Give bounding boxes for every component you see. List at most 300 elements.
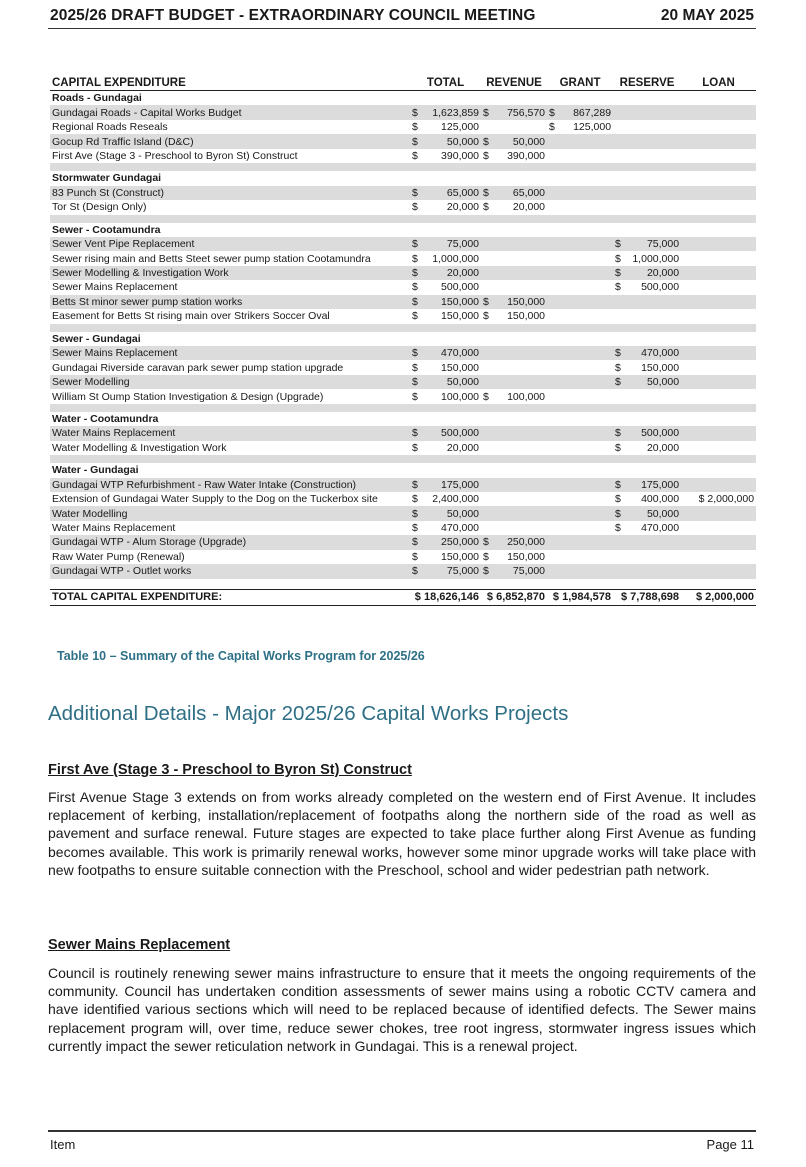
table-row (50, 120, 756, 134)
table-caption: Table 10 – Summary of the Capital Works Program for 2025/26 (57, 649, 425, 663)
cell-loan (681, 550, 756, 564)
cell-total: 20,000 (446, 201, 480, 214)
currency-symbol (547, 441, 561, 455)
currency-symbol: $ (615, 441, 621, 454)
col-header-revenue: REVENUE (481, 73, 547, 91)
cell-reserve (627, 134, 681, 148)
table-row (50, 564, 756, 578)
row-description: Water Modelling & Investigation Work (52, 441, 227, 454)
row-description: Sewer rising main and Betts Steet sewer pump station Cootamundra (52, 252, 371, 265)
currency-symbol: $ (481, 535, 495, 549)
currency-symbol (547, 506, 561, 520)
currency-symbol (481, 266, 495, 280)
currency-symbol (613, 295, 627, 309)
currency-symbol: $ (410, 478, 424, 492)
currency-symbol (547, 251, 561, 265)
project-heading-sewer-mains: Sewer Mains Replacement (48, 937, 231, 953)
table-row (50, 521, 756, 535)
row-description: Raw Water Pump (Renewal) (52, 550, 185, 563)
table-row (50, 200, 756, 214)
section-title: Water - Gundagai (52, 464, 139, 477)
project-heading-first-ave: First Ave (Stage 3 - Preschool to Byron St) Construct (48, 762, 412, 778)
currency-symbol: $ (613, 375, 627, 389)
cell-total: 470,000 (441, 522, 480, 535)
cell-reserve: 150,000 (641, 361, 680, 374)
currency-symbol: $ (613, 426, 627, 440)
currency-symbol (613, 535, 627, 549)
cell-grant (561, 295, 613, 309)
cell-revenue (495, 360, 547, 374)
currency-symbol: $ (613, 266, 627, 280)
footer-item-label: Item (50, 1137, 76, 1152)
project-body-first-ave: First Avenue Stage 3 extends on from works already completed on the western end of First Avenue. It includes replacement of kerbing, installation/replacement of footpaths along the northern side of the road as well as pavement and surface renewal. Future stages are expected to take place further along First Avenue as funding becomes available. This work is primarily renewal works, however some minor upgrade works will take place with new footpaths to ensure suitable connection with the Preschool, school and wider pedestrian path network. (48, 789, 756, 878)
currency-symbol: $ (412, 361, 418, 374)
currency-symbol (613, 149, 627, 163)
currency-symbol: $ (615, 252, 621, 265)
cell-grant (561, 375, 613, 389)
cell-reserve: 75,000 (627, 237, 681, 251)
currency-symbol: $ (481, 105, 495, 119)
cell-total: 125,000 (441, 121, 480, 134)
currency-symbol: $ (412, 522, 418, 535)
cell-revenue (495, 251, 547, 265)
currency-symbol: $ (615, 493, 621, 506)
currency-symbol: $ (615, 522, 621, 535)
spacer-row (50, 404, 756, 412)
currency-symbol (547, 492, 561, 506)
cell-reserve (627, 200, 681, 214)
cell-total: 150,000 (424, 295, 481, 309)
currency-symbol (481, 426, 495, 440)
section-title-row (50, 171, 756, 185)
cell-loan (681, 309, 756, 323)
currency-symbol: $ (412, 390, 418, 403)
row-description: Sewer Mains Replacement (52, 281, 178, 294)
page-footer (48, 1130, 756, 1152)
currency-symbol (613, 309, 627, 323)
currency-symbol: $ (412, 441, 418, 454)
row-description: Gundagai WTP Refurbishment - Raw Water Intake (Construction) (50, 478, 410, 492)
cell-loan (681, 120, 756, 134)
spacer-row (50, 455, 756, 463)
section-title: Sewer - Gundagai (52, 332, 141, 345)
total-grant: $ 1,984,578 (547, 589, 613, 605)
section-title: Roads - Gundagai (52, 92, 142, 105)
cell-reserve: 50,000 (627, 375, 681, 389)
table-row (50, 251, 756, 265)
cell-total: 65,000 (424, 186, 481, 200)
cell-grant (561, 506, 613, 520)
cell-reserve: 175,000 (627, 478, 681, 492)
table-row (50, 360, 756, 374)
section-title-row (50, 332, 756, 346)
cell-revenue (495, 426, 547, 440)
currency-symbol (547, 309, 561, 323)
spacer-row (50, 215, 756, 223)
currency-symbol (547, 149, 561, 163)
currency-symbol: $ (412, 493, 418, 506)
cell-total: 500,000 (424, 426, 481, 440)
currency-symbol (481, 375, 495, 389)
row-description: Water Modelling (50, 506, 410, 520)
cell-loan (681, 266, 756, 280)
cell-revenue: 390,000 (507, 149, 546, 162)
cell-total: 1,623,859 (424, 105, 481, 119)
table-row (50, 506, 756, 520)
total-label: TOTAL CAPITAL EXPENDITURE: (50, 589, 410, 605)
cell-loan (681, 105, 756, 119)
currency-symbol: $ (412, 550, 418, 563)
cell-revenue: 100,000 (507, 390, 546, 403)
cell-total: 50,000 (424, 375, 481, 389)
spacer-cell (50, 404, 756, 412)
cell-reserve: 1,000,000 (632, 252, 680, 265)
cell-loan (681, 280, 756, 294)
cell-reserve (627, 309, 681, 323)
cell-reserve: 500,000 (627, 426, 681, 440)
cell-reserve (627, 295, 681, 309)
cell-loan (681, 535, 756, 549)
cell-reserve: 500,000 (641, 281, 680, 294)
row-description: Sewer Mains Replacement (50, 346, 410, 360)
cell-loan (681, 506, 756, 520)
currency-symbol (481, 237, 495, 251)
cell-revenue (495, 441, 547, 455)
currency-symbol (481, 346, 495, 360)
cell-grant (561, 426, 613, 440)
cell-total: 75,000 (424, 564, 481, 578)
cell-grant (561, 492, 613, 506)
cell-grant (561, 346, 613, 360)
table-row (50, 105, 756, 119)
currency-symbol (547, 266, 561, 280)
row-description: Tor St (Design Only) (52, 201, 147, 214)
currency-symbol (481, 120, 495, 134)
cell-total: 250,000 (424, 535, 481, 549)
cell-reserve: 400,000 (641, 493, 680, 506)
currency-symbol: $ (483, 390, 489, 403)
currency-symbol (547, 478, 561, 492)
currency-symbol: $ (412, 121, 418, 134)
cell-grant (561, 360, 613, 374)
cell-total: 175,000 (424, 478, 481, 492)
capital-works-table (50, 73, 756, 606)
cell-grant (561, 535, 613, 549)
cell-total: 1,000,000 (432, 252, 480, 265)
cell-grant (561, 550, 613, 564)
currency-symbol (613, 200, 627, 214)
currency-symbol (481, 492, 495, 506)
header-date: 20 MAY 2025 (660, 7, 754, 24)
col-header-loan: LOAN (681, 73, 756, 91)
table-body (50, 91, 756, 606)
total-gap-row (50, 579, 756, 590)
cell-total: 75,000 (424, 237, 481, 251)
cell-reserve (627, 105, 681, 119)
cell-grant (561, 441, 613, 455)
col-header-description: CAPITAL EXPENDITURE (50, 73, 410, 91)
currency-symbol: $ (412, 281, 418, 294)
row-description: Sewer Modelling (50, 375, 410, 389)
table-header-row (50, 73, 756, 91)
table-row (50, 441, 756, 455)
cell-grant (561, 134, 613, 148)
cell-loan (681, 251, 756, 265)
currency-symbol (613, 105, 627, 119)
currency-symbol: $ (410, 426, 424, 440)
cell-revenue (495, 375, 547, 389)
currency-symbol: $ (483, 550, 489, 563)
currency-symbol: $ (483, 310, 489, 323)
cell-total: 20,000 (424, 266, 481, 280)
currency-symbol (481, 478, 495, 492)
table-row (50, 550, 756, 564)
currency-symbol (481, 280, 495, 294)
currency-symbol (613, 389, 627, 403)
currency-symbol: $ (412, 310, 418, 323)
cell-grant: 867,289 (561, 105, 613, 119)
row-description: Water Mains Replacement (50, 426, 410, 440)
cell-reserve (627, 149, 681, 163)
table-row (50, 478, 756, 492)
cell-total: 50,000 (424, 506, 481, 520)
currency-symbol (547, 346, 561, 360)
cell-grant (561, 521, 613, 535)
cell-loan (681, 186, 756, 200)
currency-symbol (547, 375, 561, 389)
currency-symbol (481, 506, 495, 520)
cell-reserve (627, 389, 681, 403)
cell-revenue (495, 492, 547, 506)
cell-loan (681, 346, 756, 360)
total-total: $ 18,626,146 (410, 589, 481, 605)
total-reserve: $ 7,788,698 (613, 589, 681, 605)
cell-loan (681, 237, 756, 251)
cell-revenue: 756,570 (495, 105, 547, 119)
table-row (50, 535, 756, 549)
currency-symbol (547, 280, 561, 294)
currency-symbol (547, 426, 561, 440)
cell-loan (681, 295, 756, 309)
cell-grant (561, 564, 613, 578)
currency-symbol: $ (613, 346, 627, 360)
cell-grant (561, 237, 613, 251)
cell-reserve (627, 550, 681, 564)
cell-total: 470,000 (424, 346, 481, 360)
table-row (50, 266, 756, 280)
page-header (48, 6, 756, 29)
row-description: Water Mains Replacement (52, 522, 176, 535)
currency-symbol (547, 237, 561, 251)
currency-symbol: $ (410, 295, 424, 309)
cell-reserve (627, 186, 681, 200)
cell-reserve (627, 535, 681, 549)
spacer-cell (50, 324, 756, 332)
spacer-cell (50, 455, 756, 463)
cell-revenue: 150,000 (507, 310, 546, 323)
total-revenue: $ 6,852,870 (481, 589, 547, 605)
currency-symbol: $ (613, 237, 627, 251)
row-description: Gocup Rd Traffic Island (D&C) (50, 134, 410, 148)
row-description: Sewer Modelling & Investigation Work (50, 266, 410, 280)
cell-loan: $ 2,000,000 (698, 493, 755, 506)
currency-symbol: $ (613, 478, 627, 492)
cell-grant (561, 251, 613, 265)
table-row (50, 426, 756, 440)
row-description: Sewer Vent Pipe Replacement (50, 237, 410, 251)
currency-symbol (547, 564, 561, 578)
currency-symbol (547, 550, 561, 564)
cell-revenue: 50,000 (495, 134, 547, 148)
currency-symbol: $ (481, 295, 495, 309)
table-row (50, 492, 756, 506)
cell-grant (561, 389, 613, 403)
cell-revenue (495, 120, 547, 134)
cell-revenue: 20,000 (512, 201, 546, 214)
currency-symbol: $ (481, 186, 495, 200)
currency-symbol (547, 134, 561, 148)
section-title-row (50, 412, 756, 426)
table-row (50, 280, 756, 294)
spacer-cell (50, 163, 756, 171)
currency-symbol (547, 200, 561, 214)
cell-reserve: 20,000 (627, 266, 681, 280)
cell-revenue (495, 280, 547, 294)
cell-loan (681, 426, 756, 440)
total-loan: $ 2,000,000 (681, 589, 756, 605)
currency-symbol (613, 564, 627, 578)
cell-revenue: 75,000 (495, 564, 547, 578)
currency-symbol (613, 120, 627, 134)
currency-symbol: $ (481, 134, 495, 148)
cell-revenue: 150,000 (495, 295, 547, 309)
cell-loan (681, 564, 756, 578)
project-body-sewer-mains: Council is routinely renewing sewer mains infrastructure to ensure that it meets the ongoing requirements of the community. Council has undertaken condition assessments of sewer mains using a robotic CCTV camera and have identified various sections which will need to be replaced because of identified defects. The Sewer mains replacement program will, over time, reduce sewer chokes, tree root ingress, stormwater ingress issues which currently impact the sewer reticulation network in Gundagai. This is a renewal project. (48, 965, 756, 1054)
cell-revenue: 65,000 (495, 186, 547, 200)
cell-grant (561, 280, 613, 294)
section-title: Stormwater Gundagai (52, 172, 162, 185)
currency-symbol: $ (410, 105, 424, 119)
row-description: First Ave (Stage 3 - Preschool to Byron St) Construct (52, 149, 298, 162)
row-description: Extension of Gundagai Water Supply to the Dog on the Tuckerbox site (52, 493, 378, 506)
currency-symbol (547, 360, 561, 374)
cell-total: 100,000 (441, 390, 480, 403)
currency-symbol (613, 134, 627, 148)
cell-grant (561, 186, 613, 200)
section-title: Water - Cootamundra (52, 412, 159, 425)
cell-total: 2,400,000 (432, 493, 480, 506)
currency-symbol: $ (410, 535, 424, 549)
currency-symbol (481, 441, 495, 455)
section-title-row (50, 223, 756, 237)
currency-symbol: $ (547, 105, 561, 119)
spacer-row (50, 163, 756, 171)
currency-symbol (613, 186, 627, 200)
currency-symbol: $ (615, 281, 621, 294)
col-header-grant: GRANT (547, 73, 613, 91)
row-description: 83 Punch St (Construct) (50, 186, 410, 200)
currency-symbol: $ (410, 237, 424, 251)
table-row (50, 237, 756, 251)
cell-grant (561, 149, 613, 163)
table-row (50, 309, 756, 323)
table-row (50, 346, 756, 360)
cell-total: 20,000 (446, 441, 480, 454)
currency-symbol: $ (410, 134, 424, 148)
cell-revenue (495, 266, 547, 280)
section-title: Sewer - Cootamundra (52, 223, 161, 236)
cell-loan (681, 389, 756, 403)
row-description: Easement for Betts St rising main over Strikers Soccer Oval (52, 310, 330, 323)
currency-symbol: $ (410, 564, 424, 578)
spacer-cell (50, 215, 756, 223)
currency-symbol: $ (615, 361, 621, 374)
cell-grant (561, 309, 613, 323)
section-title-row (50, 91, 756, 106)
currency-symbol (547, 535, 561, 549)
table-row (50, 389, 756, 403)
cell-reserve: 20,000 (646, 441, 680, 454)
section-title-row (50, 463, 756, 477)
cell-total: 390,000 (441, 149, 480, 162)
total-row (50, 589, 756, 605)
row-description: Gundagai WTP - Outlet works (50, 564, 410, 578)
currency-symbol: $ (483, 149, 489, 162)
table-row (50, 295, 756, 309)
row-description: William St Oump Station Investigation & Design (Upgrade) (52, 390, 324, 403)
cell-loan (681, 360, 756, 374)
currency-symbol: $ (410, 375, 424, 389)
cell-total: 50,000 (424, 134, 481, 148)
currency-symbol: $ (410, 506, 424, 520)
currency-symbol: $ (412, 149, 418, 162)
cell-loan (681, 375, 756, 389)
spacer-cell (50, 579, 756, 590)
currency-symbol: $ (481, 564, 495, 578)
currency-symbol (547, 295, 561, 309)
currency-symbol: $ (412, 252, 418, 265)
row-description: Gundagai Riverside caravan park sewer pump station upgrade (52, 361, 344, 374)
cell-loan (681, 149, 756, 163)
row-description: Gundagai Roads - Capital Works Budget (50, 105, 410, 119)
cell-revenue (495, 237, 547, 251)
cell-reserve: 470,000 (627, 346, 681, 360)
currency-symbol: $ (483, 201, 489, 214)
cell-total: 500,000 (441, 281, 480, 294)
cell-revenue: 250,000 (495, 535, 547, 549)
cell-grant (561, 478, 613, 492)
cell-grant (561, 200, 613, 214)
cell-grant (561, 266, 613, 280)
cell-revenue: 150,000 (507, 550, 546, 563)
cell-reserve (627, 564, 681, 578)
row-description: Betts St minor sewer pump station works (50, 295, 410, 309)
currency-symbol (481, 360, 495, 374)
row-description: Regional Roads Reseals (52, 121, 168, 134)
currency-symbol (481, 251, 495, 265)
cell-grant: 125,000 (573, 121, 612, 134)
cell-revenue (495, 346, 547, 360)
currency-symbol (547, 521, 561, 535)
currency-symbol: $ (549, 121, 555, 134)
section-heading: Additional Details - Major 2025/26 Capital Works Projects (48, 702, 569, 725)
currency-symbol (547, 389, 561, 403)
currency-symbol: $ (410, 266, 424, 280)
spacer-row (50, 324, 756, 332)
table-row (50, 186, 756, 200)
currency-symbol (613, 550, 627, 564)
currency-symbol (547, 186, 561, 200)
